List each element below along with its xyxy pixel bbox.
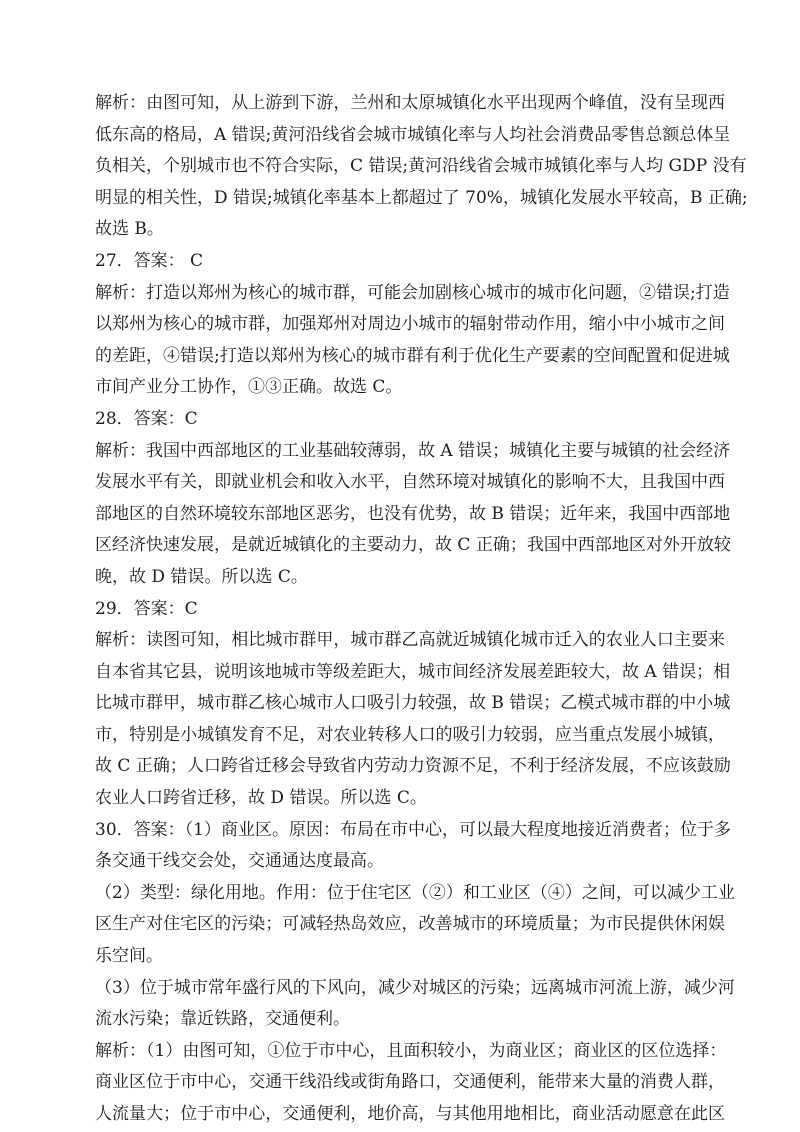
text-line: 晚，故 D 错误。所以选 C。 — [95, 566, 308, 587]
text-line: 部地区的自然环境较东部地区恶劣，也没有优势，故 B 错误；近年来，我国中西部地 — [95, 503, 731, 524]
text-line: 发展水平有关，即就业机会和收入水平，自然环境对城镇化的影响不大，且我国中西 — [95, 472, 725, 493]
text-line: 解析：打造以郑州为核心的城市群，可能会加剧核心城市的城市化问题，②错误;打造 — [95, 282, 730, 303]
text-line: 比城市群甲，城市群乙核心城市人口吸引力较强，故 B 错误；乙模式城市群的中小城 — [95, 693, 731, 714]
text-line: （2）类型：绿化用地。作用：位于住宅区（②）和工业区（④）之间，可以减少工业 — [95, 882, 735, 903]
text-line: 解析：我国中西部地区的工业基础较薄弱，故 A 错误；城镇化主要与城镇的社会经济 — [95, 440, 731, 461]
text-line: 市间产业分工协作，①③正确。故选 C。 — [95, 377, 403, 398]
text-line: 农业人口跨省迁移，故 D 错误。所以选 C。 — [95, 788, 427, 809]
text-line: 人流量大；位于市中心，交通便利，地价高，与其他用地相比，商业活动愿意在此区 — [95, 1104, 725, 1124]
text-line: 30．答案：（1）商业区。原因：布局在市中心，可以最大程度地接近消费者；位于多 — [95, 819, 731, 840]
text-line: 流水污染；靠近铁路，交通便利。 — [95, 1009, 350, 1030]
text-line: 自本省其它县，说明该地城市等级差距大，城市间经济发展差距较大，故 A 错误；相 — [95, 661, 731, 682]
text-line: 以郑州为核心的城市群，加强郑州对周边小城市的辐射带动作用，缩小中小城市之间 — [95, 314, 725, 335]
text-line: 区生产对住宅区的污染；可减轻热岛效应，改善城市的环境质量；为市民提供休闲娱 — [95, 914, 725, 935]
text-line: 市，特别是小城镇发育不足，对农业转移人口的吸引力较弱，应当重点发展小城镇， — [95, 724, 725, 745]
text-line: 乐空间。 — [95, 946, 163, 967]
text-line: 故选 B。 — [95, 219, 164, 240]
text-line: 28．答案：C — [95, 408, 198, 429]
document-page — [95, 88, 748, 1131]
text-line: 商业区位于市中心，交通干线沿线或街角路口，交通便利，能带来大量的消费人群， — [95, 1072, 725, 1093]
text-line: 故 C 正确；人口跨省迁移会导致省内劳动力资源不足，不利于经济发展，不应该鼓励 — [95, 756, 731, 777]
text-line: 解析：由图可知，从上游到下游，兰州和太原城镇化水平出现两个峰值，没有呈现西 — [95, 93, 725, 113]
text-line: 低东高的格局，A 错误;黄河沿线省会城市城镇化率与人均社会消费品零售总额总体呈 — [95, 124, 731, 145]
text-line: 的差距，④错误;打造以郑州为核心的城市群有利于优化生产要素的空间配置和促进城 — [95, 345, 730, 366]
text-line: 明显的相关性，D 错误;城镇化率基本上都超过了 70%，城镇化发展水平较高，B 正确; — [95, 187, 748, 208]
text-line: 区经济快速发展，是就近城镇化的主要动力，故 C 正确；我国中西部地区对外开放较 — [95, 535, 731, 556]
text-line: 27．答案： C — [95, 250, 204, 271]
text-line: （3）位于城市常年盛行风的下风向，减少对城区的污染；远离城市河流上游，减少河 — [95, 977, 735, 998]
text-line: 负相关，个别城市也不符合实际，C 错误;黄河沿线省会城市城镇化率与人均 GDP 没有 — [95, 156, 747, 177]
text-line: 解析：读图可知，相比城市群甲，城市群乙高就近城镇化城市迁入的农业人口主要来 — [95, 630, 725, 651]
text-line: 条交通干线交会处，交通通达度最高。 — [95, 851, 384, 872]
text-line: 解析：（1）由图可知，①位于市中心，且面积较小，为商业区；商业区的区位选择： — [95, 1040, 727, 1061]
text-line: 29．答案：C — [95, 598, 198, 619]
